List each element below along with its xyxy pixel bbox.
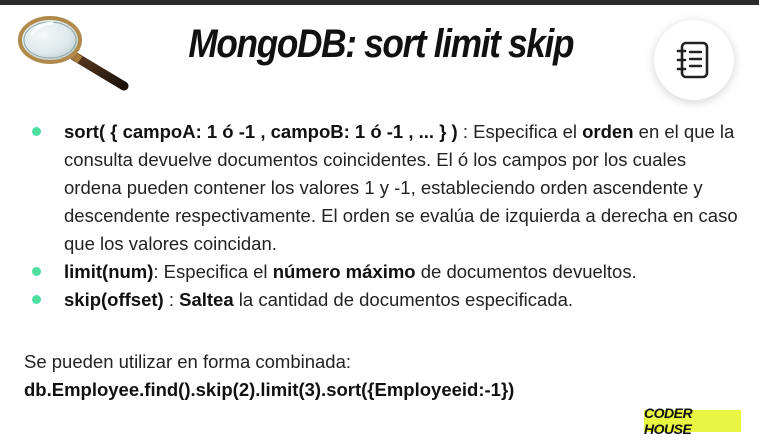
page-title: MongoDB: sort limit skip: [188, 22, 574, 66]
sort-syntax: sort( { campoA: 1 ó -1 , campoB: 1 ó -1 , ... } ): [64, 121, 458, 142]
bullet-item-sort: [28, 118, 748, 258]
bullet-list: [28, 118, 748, 314]
bullet-dot: [32, 295, 41, 304]
skip-syntax: skip(offset): [64, 289, 164, 310]
limit-text: : Especifica el: [153, 261, 273, 282]
bullet-dot: [32, 127, 41, 136]
bullet-item-skip: [28, 286, 748, 314]
notebook-badge: [654, 20, 734, 100]
skip-keyword: Saltea: [179, 289, 234, 310]
limit-description: de documentos devueltos.: [415, 261, 637, 282]
combined-label: Se pueden utilizar en forma combinada:: [24, 351, 352, 372]
skip-description: la cantidad de documentos especificada.: [233, 289, 574, 310]
sort-description: en el que la consulta devuelve documentos coincidentes. El ó los campos por los cuales ordena pueden contener los valores 1 y -1, estableciendo orden ascendente y descendente respectivamente. El orden se evalúa de izquierda a derecha en caso que los valores coincidan.: [64, 121, 738, 254]
code-example: db.Employee.find().skip(2).limit(3).sort({Employeeid:-1}): [24, 379, 515, 400]
bullet-dot: [32, 267, 41, 276]
limit-keyword: número máximo: [272, 261, 416, 282]
skip-text: :: [163, 289, 180, 310]
top-bar: [0, 0, 759, 5]
sort-keyword: orden: [582, 121, 634, 142]
sort-text: : Especifica el: [457, 121, 583, 142]
limit-syntax: limit(num): [64, 261, 154, 282]
coder-house-logo: CODER HOUSE: [644, 410, 741, 432]
notebook-icon: [676, 40, 712, 80]
bullet-item-limit: [28, 258, 748, 286]
